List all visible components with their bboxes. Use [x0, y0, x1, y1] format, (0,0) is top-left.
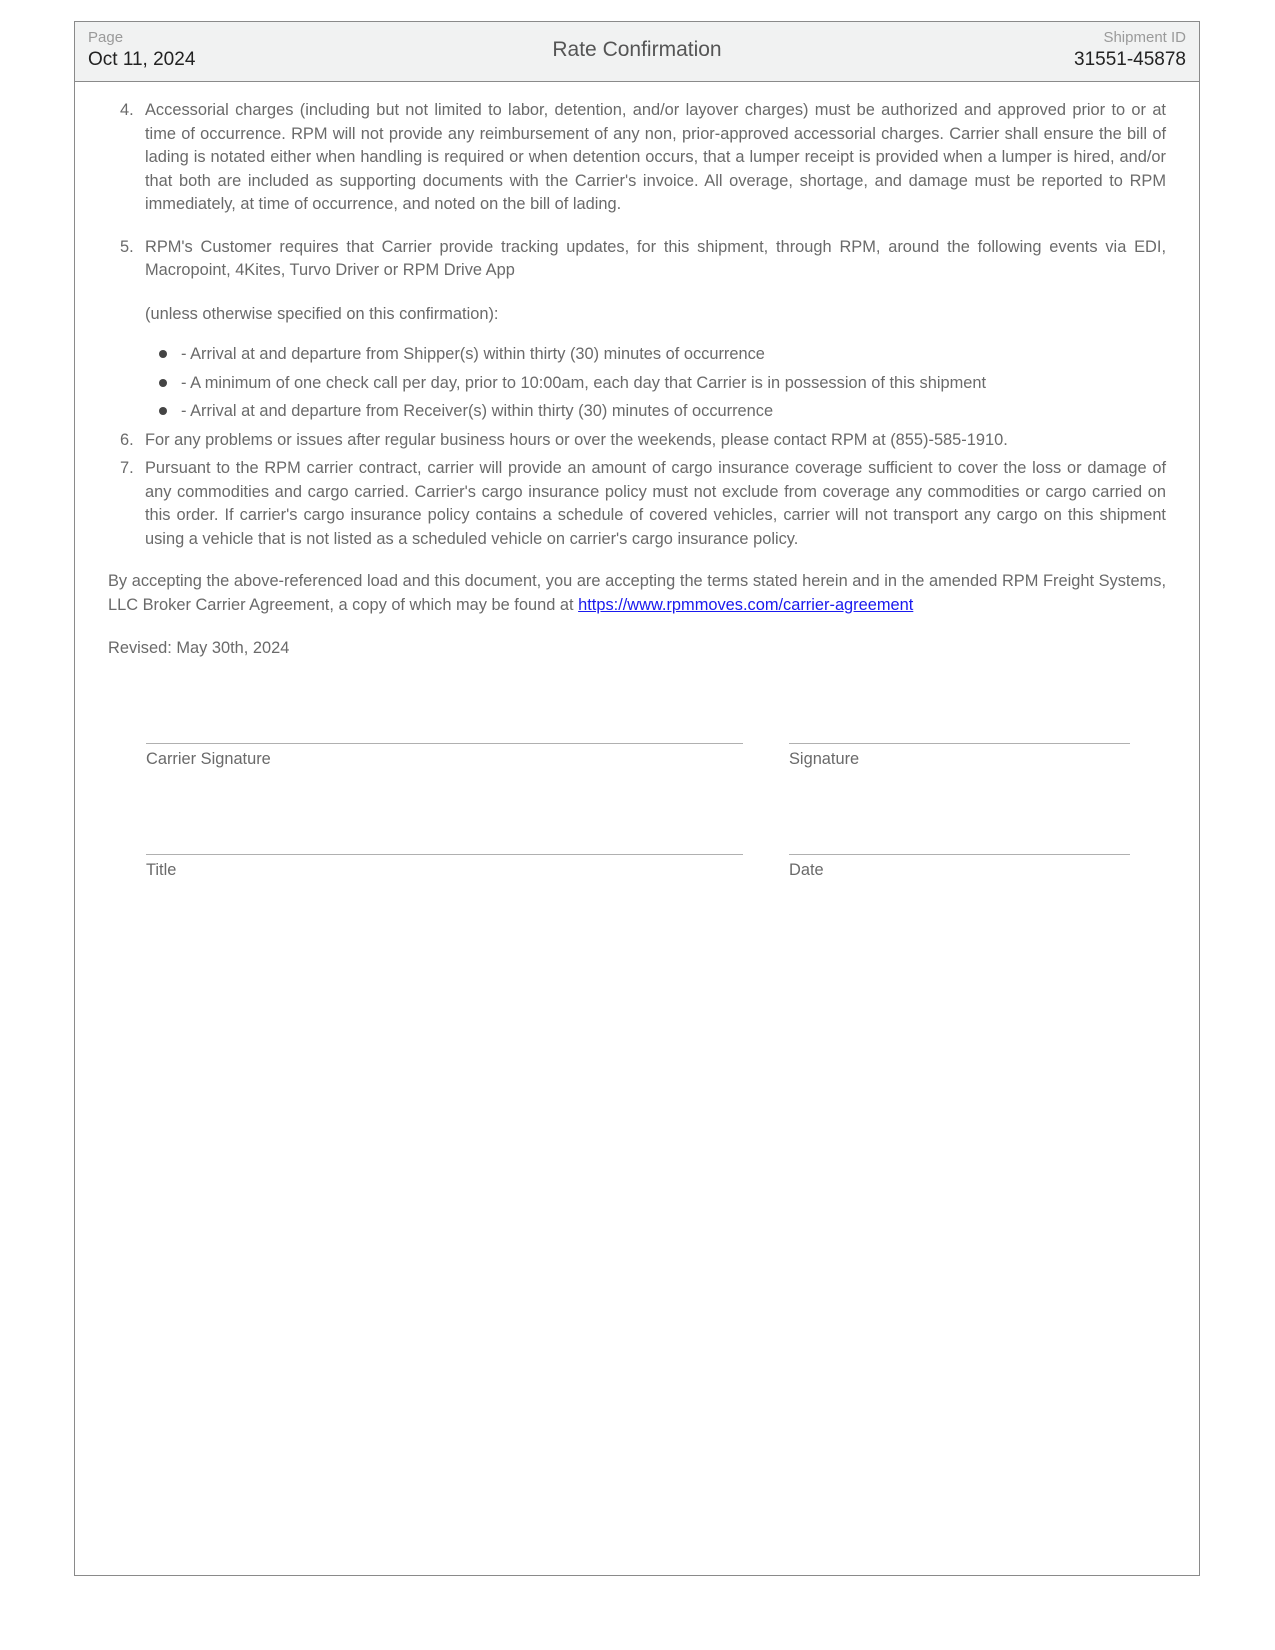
carrier-agreement-link[interactable]: https://www.rpmmoves.com/carrier-agreement — [578, 595, 914, 614]
term-item-6 — [108, 429, 1166, 453]
term-text: RPM's Customer requires that Carrier provide tracking updates, for this shipment, through RPM, around the following events via EDI, Macropoint, 4Kites, Turvo Driver or RPM Drive App — [145, 237, 1166, 279]
terms-content — [108, 99, 1166, 661]
shipment-id-label: Shipment ID — [1103, 29, 1186, 46]
term-item-4 — [108, 99, 1166, 217]
date-label: Date — [789, 861, 824, 879]
list-item-text: - Arrival at and departure from Shipper(s) within thirty (30) minutes of occurrence — [181, 345, 765, 363]
document-header — [75, 22, 1199, 82]
list-item-text: - Arrival at and departure from Receiver(s) within thirty (30) minutes of occurrence — [181, 402, 774, 420]
term-text: Pursuant to the RPM carrier contract, carrier will provide an amount of cargo insurance coverage sufficient to cover the loss or damage of any commodities and cargo carried. Carrier's cargo insurance policy must not exclude from coverage any commodities or cargo carried on this order. If carrier's cargo insurance policy contains a schedule of covered vehicles, carrier will not transport any cargo on this shipment using a vehicle that is not listed as a scheduled vehicle on carrier's cargo insurance policy. — [145, 459, 1166, 548]
term-item-7 — [108, 457, 1166, 551]
term-text: Accessorial charges (including but not limited to labor, detention, and/or layover charges) must be authorized and approved prior to or at time of occurrence. RPM will not provide any reimbursement of any non, prior-approved accessorial charges. Carrier shall ensure the bill of lading is notated either when handling is required or when detention occurs, that a lumper receipt is provided when a lumper is hired, and/or that both are included as supporting documents with the Carrier's invoice. All overage, shortage, and damage must be reported to RPM immediately, at time of occurrence, and noted on the bill of lading. — [145, 101, 1166, 213]
document-title: Rate Confirmation — [552, 38, 722, 61]
list-item-text: - A minimum of one check call per day, prior to 10:00am, each day that Carrier is in possession of this shipment — [181, 373, 987, 392]
carrier-signature-line[interactable] — [146, 743, 743, 744]
list-item — [145, 343, 1166, 367]
acceptance-text: By accepting the above-referenced load and this document, you are accepting the terms stated herein and in the amended RPM Freight Systems, LLC Broker Carrier Agreement, a copy of which may be found at — [108, 572, 1166, 614]
list-item — [145, 372, 1166, 396]
list-item — [145, 400, 1166, 424]
header-right — [1074, 29, 1186, 73]
term-text: For any problems or issues after regular business hours or over the weekends, please contact RPM at (855)-585-1910. — [145, 430, 1008, 449]
term-item-5 — [108, 236, 1166, 283]
document-date: Oct 11, 2024 — [88, 49, 196, 70]
document-frame — [74, 21, 1200, 1576]
signature-label: Signature — [789, 750, 860, 768]
signature-line[interactable] — [789, 743, 1130, 744]
term-note: (unless otherwise specified on this confirmation): — [145, 304, 499, 323]
title-label: Title — [146, 861, 177, 879]
carrier-signature-label: Carrier Signature — [146, 750, 271, 768]
bullet-icon — [159, 379, 167, 387]
date-line[interactable] — [789, 854, 1130, 855]
acceptance-statement — [108, 570, 1166, 617]
tracking-events-list — [108, 343, 1166, 424]
shipment-id-value: 31551-45878 — [1074, 49, 1186, 70]
term-number: 4. — [120, 101, 134, 119]
term-number: 5. — [120, 237, 134, 256]
bullet-icon — [159, 350, 167, 358]
revised-date: Revised: May 30th, 2024 — [108, 639, 290, 657]
term-number: 7. — [120, 459, 134, 477]
page-label: Page — [88, 29, 124, 46]
term-number: 6. — [120, 430, 134, 449]
bullet-icon — [159, 407, 167, 415]
title-line[interactable] — [146, 854, 743, 855]
